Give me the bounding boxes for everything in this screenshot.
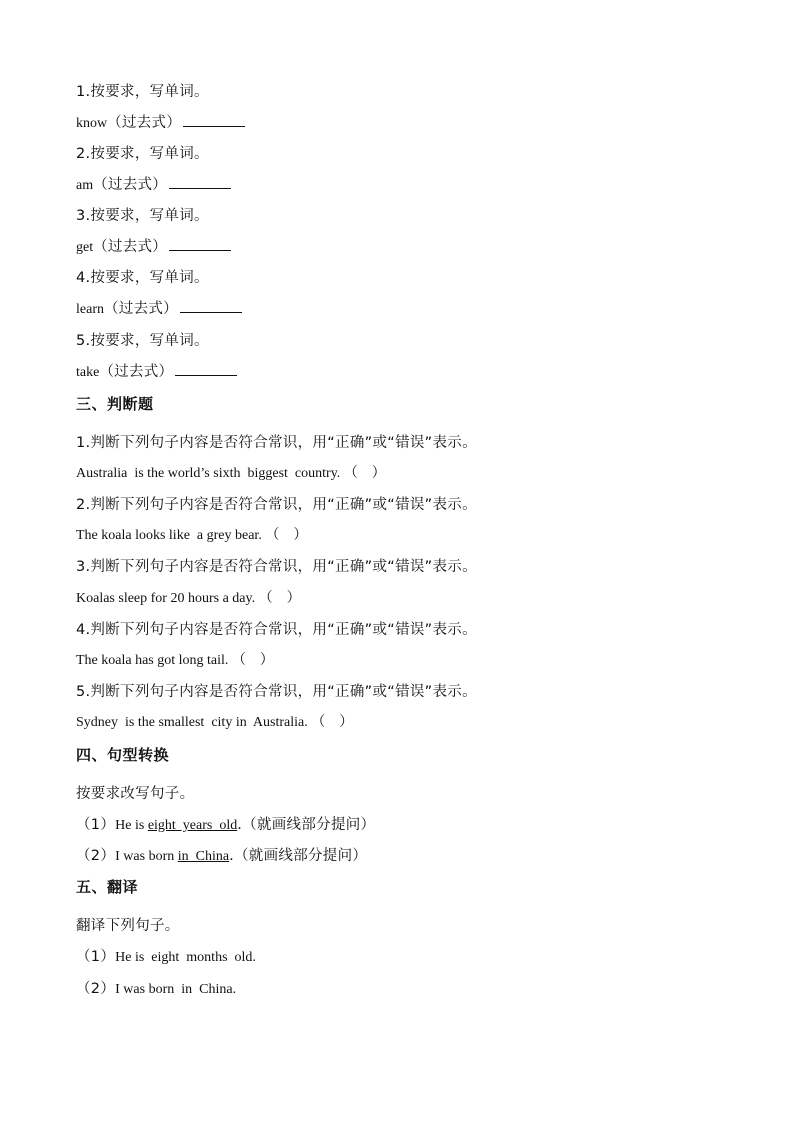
translation-sentence: He is eight months old. xyxy=(115,950,256,965)
word-task-instruction-5: 5.按要求，写单词。 xyxy=(76,333,209,349)
word-task-line-1 xyxy=(76,114,245,133)
translation-q2 xyxy=(76,980,236,999)
hint-past-tense: （过去式） xyxy=(103,301,178,317)
translation-q1 xyxy=(76,948,256,967)
hint-past-tense: （过去式） xyxy=(93,177,168,193)
tf-instruction-4: 4.判断下列句子内容是否符合常识，用“正确”或“错误”表示。 xyxy=(76,622,477,638)
word-task-instruction-3: 3.按要求，写单词。 xyxy=(76,208,209,224)
section-heading-transformation: 四、句型转换 xyxy=(76,746,170,764)
question-number: （1） xyxy=(76,817,116,833)
answer-blank[interactable] xyxy=(180,300,242,313)
hint-past-tense: （过去式） xyxy=(93,239,168,255)
word-am: am xyxy=(76,178,94,193)
question-number: （2） xyxy=(76,848,116,864)
hint-past-tense: （过去式） xyxy=(107,115,182,131)
word-task-line-5 xyxy=(76,363,237,382)
hint-past-tense: （过去式） xyxy=(99,364,174,380)
word-task-instruction-2: 2.按要求，写单词。 xyxy=(76,146,209,162)
transformation-instruction: 按要求改写句子。 xyxy=(76,786,195,802)
sentence-start: He is xyxy=(115,818,148,833)
translation-sentence: I was born in China. xyxy=(115,982,237,997)
answer-blank[interactable] xyxy=(183,114,245,127)
tf-instruction-1: 1.判断下列句子内容是否符合常识，用“正确”或“错误”表示。 xyxy=(76,435,477,451)
word-get: get xyxy=(76,240,94,255)
answer-blank[interactable] xyxy=(169,238,231,251)
question-number: （1） xyxy=(76,949,116,965)
tf-sentence-2: The koala looks like a grey bear. （ ） xyxy=(76,528,308,543)
tf-sentence-5: Sydney is the smallest city in Australia. （ ） xyxy=(76,715,354,730)
tf-instruction-5: 5.判断下列句子内容是否符合常识，用“正确”或“错误”表示。 xyxy=(76,684,477,700)
answer-blank[interactable] xyxy=(169,176,231,189)
answer-blank[interactable] xyxy=(175,363,237,376)
word-learn: learn xyxy=(76,302,104,317)
word-task-line-3 xyxy=(76,238,231,257)
tf-sentence-1: Australia is the world’s sixth biggest country. （ ） xyxy=(76,466,386,481)
question-number: （2） xyxy=(76,981,116,997)
tf-sentence-3: Koalas sleep for 20 hours a day. （ ） xyxy=(76,591,301,606)
word-task-instruction-4: 4.按要求，写单词。 xyxy=(76,270,209,286)
sentence-start: I was born xyxy=(115,849,178,864)
transformation-q1 xyxy=(76,816,375,835)
transformation-q2 xyxy=(76,847,367,866)
section-heading-translation: 五、翻译 xyxy=(76,878,139,896)
tf-sentence-4: The koala has got long tail. （ ） xyxy=(76,653,274,668)
word-take: take xyxy=(76,365,100,380)
word-task-line-4 xyxy=(76,300,242,319)
translation-instruction: 翻译下列句子。 xyxy=(76,918,180,934)
word-task-instruction-1: 1.按要求，写单词。 xyxy=(76,84,209,100)
underlined-phrase: eight years old xyxy=(147,818,238,833)
underlined-phrase: in China xyxy=(177,849,230,864)
question-hint: .（就画线部分提问） xyxy=(237,817,376,833)
word-know: know xyxy=(76,116,108,131)
question-hint: .（就画线部分提问） xyxy=(229,848,368,864)
tf-instruction-2: 2.判断下列句子内容是否符合常识，用“正确”或“错误”表示。 xyxy=(76,497,477,513)
word-task-line-2 xyxy=(76,176,231,195)
tf-instruction-3: 3.判断下列句子内容是否符合常识，用“正确”或“错误”表示。 xyxy=(76,559,477,575)
section-heading-true-false: 三、判断题 xyxy=(76,395,154,413)
